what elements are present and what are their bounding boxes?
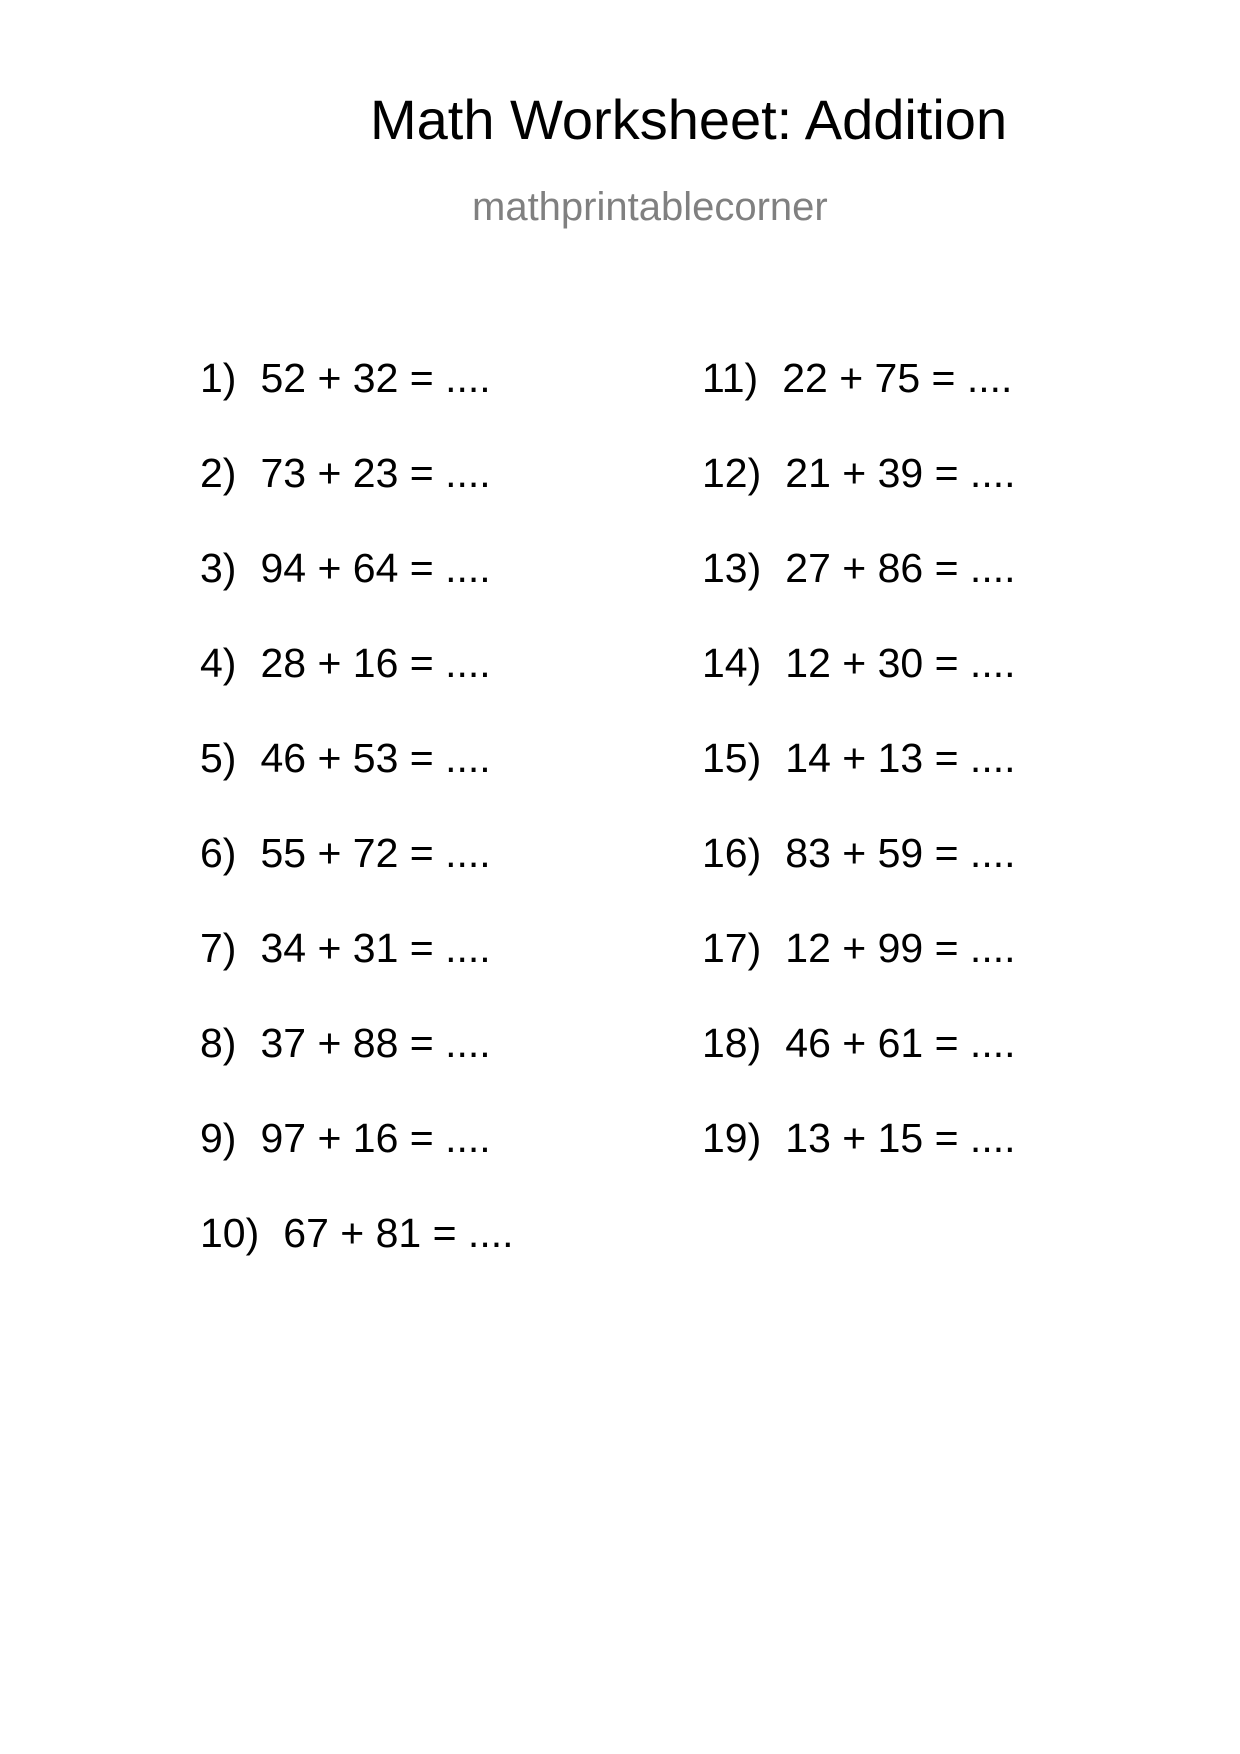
problem-expression: 13 + 15 = .... xyxy=(785,1115,1016,1161)
problem-item xyxy=(200,1020,514,1118)
problem-number: 11) xyxy=(702,355,759,401)
problem-expression: 94 + 64 = .... xyxy=(260,545,491,591)
problem-number: 8) xyxy=(200,1020,237,1066)
problems-right-column xyxy=(702,355,1016,1213)
problem-number: 14) xyxy=(702,640,762,686)
problem-number: 13) xyxy=(702,545,762,591)
problem-item xyxy=(200,640,514,738)
problem-number: 16) xyxy=(702,830,762,876)
problem-item xyxy=(702,1115,1016,1213)
problem-expression: 52 + 32 = .... xyxy=(260,355,491,401)
problem-expression: 67 + 81 = .... xyxy=(283,1210,514,1256)
page-title: Math Worksheet: Addition xyxy=(370,88,1008,151)
problem-number: 12) xyxy=(702,450,762,496)
problem-item xyxy=(200,830,514,928)
problem-expression: 21 + 39 = .... xyxy=(785,450,1016,496)
problem-item xyxy=(702,640,1016,738)
page-subtitle: mathprintablecorner xyxy=(472,185,828,229)
problem-expression: 97 + 16 = .... xyxy=(260,1115,491,1161)
problem-item xyxy=(200,1115,514,1213)
problem-item xyxy=(702,1020,1016,1118)
problem-number: 3) xyxy=(200,545,237,591)
problem-number: 6) xyxy=(200,830,237,876)
problem-expression: 27 + 86 = .... xyxy=(785,545,1016,591)
problem-expression: 34 + 31 = .... xyxy=(260,925,491,971)
problem-number: 2) xyxy=(200,450,237,496)
problem-item xyxy=(200,355,514,453)
problem-expression: 55 + 72 = .... xyxy=(260,830,491,876)
problem-number: 7) xyxy=(200,925,237,971)
problem-expression: 12 + 30 = .... xyxy=(785,640,1016,686)
problem-expression: 37 + 88 = .... xyxy=(260,1020,491,1066)
problem-item xyxy=(702,735,1016,833)
problem-item xyxy=(702,925,1016,1023)
problem-item xyxy=(200,450,514,548)
problem-item xyxy=(200,1210,514,1308)
problem-expression: 46 + 61 = .... xyxy=(785,1020,1016,1066)
problem-expression: 22 + 75 = .... xyxy=(782,355,1013,401)
problem-expression: 14 + 13 = .... xyxy=(785,735,1016,781)
problem-expression: 28 + 16 = .... xyxy=(260,640,491,686)
problem-expression: 12 + 99 = .... xyxy=(785,925,1016,971)
problem-expression: 46 + 53 = .... xyxy=(260,735,491,781)
problem-number: 15) xyxy=(702,735,762,781)
problem-number: 1) xyxy=(200,355,237,401)
problem-number: 19) xyxy=(702,1115,762,1161)
problem-item xyxy=(702,450,1016,548)
problem-expression: 83 + 59 = .... xyxy=(785,830,1016,876)
problem-item xyxy=(702,545,1016,643)
problem-item xyxy=(200,545,514,643)
problem-number: 5) xyxy=(200,735,237,781)
problem-item xyxy=(200,925,514,1023)
problem-number: 9) xyxy=(200,1115,237,1161)
problem-expression: 73 + 23 = .... xyxy=(260,450,491,496)
problem-item xyxy=(200,735,514,833)
problem-number: 4) xyxy=(200,640,237,686)
problem-number: 10) xyxy=(200,1210,260,1256)
problem-item xyxy=(702,830,1016,928)
problems-left-column xyxy=(200,355,514,1308)
problem-number: 17) xyxy=(702,925,762,971)
problem-item xyxy=(702,355,1016,453)
problem-number: 18) xyxy=(702,1020,762,1066)
